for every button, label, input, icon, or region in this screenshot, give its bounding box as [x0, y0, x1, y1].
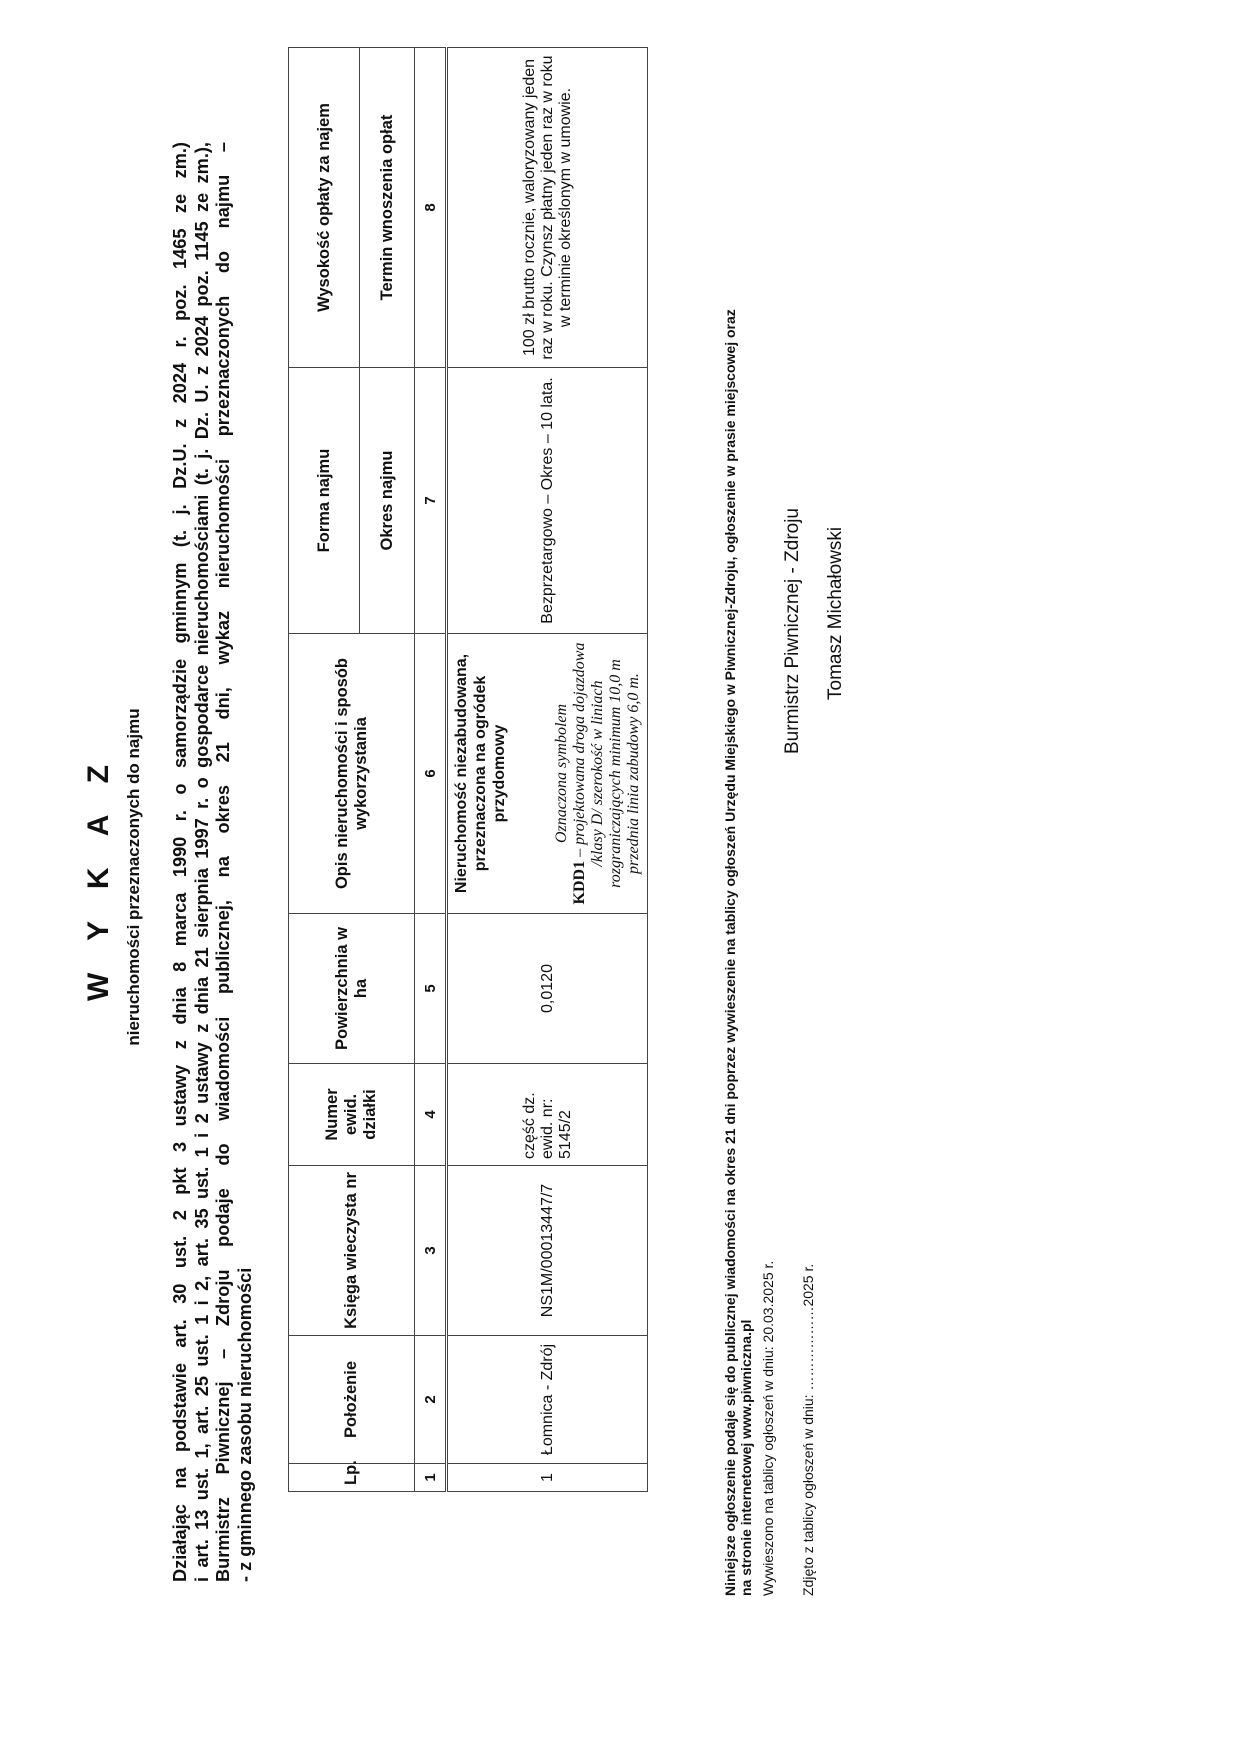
column-number: 3 — [415, 1166, 447, 1336]
header-opis: Opis nieruchomości i sposób wykorzystania — [289, 634, 415, 914]
header-polozenie: Położenie — [289, 1336, 415, 1464]
header-numer: Numer ewid. działki — [289, 1064, 415, 1166]
description-rest: – projektowana droga dojazdowa /klasy D/ szerokość w liniach rozgraniczających minimum 10,0 m przednia linia zabudowy 6,0 m. — [571, 642, 642, 888]
cell-powierzchnia: 0,0120 — [447, 914, 648, 1064]
intro-line: i art. 13 ust. 1, art. 25 ust. 1 i 2, art. 35 ust. 1 i 2 ustawy z dnia 21 sierpnia 1997 r. o gospodarce nieruchomościami (t. j. Dz. U. z 2024 poz. 1145 ze zm.), — [191, 142, 212, 1582]
cell-forma-okres: Bezprzetargowo – Okres – 10 lata. — [447, 368, 648, 634]
header-lp: Lp. — [289, 1464, 415, 1492]
header-okres: Okres najmu — [360, 368, 415, 634]
document-subtitle: nieruchomości przeznaczonych do najmu — [124, 708, 143, 1046]
publication-notice: Niniejsze ogłoszenie podaje się do publicznej wiadomości na okres 21 dni poprzez wywieszenie na tablicy ogłoszeń Urzędu Miejskiego w Piwnicznej-Zdroju, ogłoszenie w prasie miejscowej oraz na stronie internetowej www.piwniczna.pl — [722, 309, 754, 1596]
header-wysokosc: Wysokość opłaty za najem — [289, 48, 360, 368]
column-number-row — [415, 48, 447, 1492]
cell-oplata: 100 zł brutto rocznie, waloryzowany jeden raz w roku. Czynsz płatny jeden raz w roku w terminie określonym w umowie. — [447, 48, 648, 368]
signature-role: Burmistrz Piwnicznej - Zdroju — [782, 508, 803, 754]
column-number: 6 — [415, 634, 447, 914]
header-termin: Termin wnoszenia opłat — [360, 48, 415, 368]
column-number: 2 — [415, 1336, 447, 1464]
description-prefix: Oznaczona symbolem — [553, 703, 570, 844]
column-number: 8 — [415, 48, 447, 368]
table-header-row — [289, 48, 360, 1492]
header-ksiega: Księga wieczysta nr — [289, 1166, 415, 1336]
property-table — [288, 47, 648, 1492]
intro-line: Działając na podstawie art. 30 ust. 2 pkt 3 ustawy z dnia 8 marca 1990 r. o samorządzie gminnym (t. j. Dz.U. z 2024 r. poz. 1465 ze zm.) — [170, 142, 190, 1582]
intro-line: Burmistrz Piwnicznej – Zdroju podaje do wiadomości publicznej, na okres 21 dni, wykaz nieruchomości przeznaczonych do najmu – — [213, 142, 234, 1582]
column-number: 5 — [415, 914, 447, 1064]
cell-numer: część dz. ewid. nr: 5145/2 — [447, 1064, 648, 1166]
table-row — [447, 48, 648, 1492]
signature-name: Tomasz Michałowski — [825, 526, 846, 700]
intro-line: - z gminnego zasobu nieruchomości — [235, 1267, 256, 1582]
posted-date: Wywieszono na tablicy ogłoszeń w dniu: 20.03.2025 r. — [760, 1260, 776, 1596]
header-powierzchnia: Powierzchnia w ha — [289, 914, 415, 1064]
description-detail — [553, 640, 643, 907]
cell-ksiega: NS1M/00013447/7 — [447, 1166, 648, 1336]
description-symbol: KDD1 — [571, 860, 588, 905]
cell-polozenie: Łomnica - Zdrój — [447, 1336, 648, 1464]
header-forma: Forma najmu — [289, 368, 360, 634]
document-title: W Y K A Z — [82, 753, 115, 1002]
column-number: 7 — [415, 368, 447, 634]
removed-date: Zdjęto z tablicy ogłoszeń w dniu: ………………2025 r. — [800, 1263, 816, 1596]
column-number: 1 — [415, 1464, 447, 1492]
description-main: Nieruchomość niezabudowana, przeznaczona na ogródek przydomowy — [453, 653, 508, 894]
cell-opis — [447, 634, 648, 914]
cell-lp: 1 — [447, 1464, 648, 1492]
column-number: 4 — [415, 1064, 447, 1166]
legal-basis-paragraph — [170, 142, 257, 1582]
